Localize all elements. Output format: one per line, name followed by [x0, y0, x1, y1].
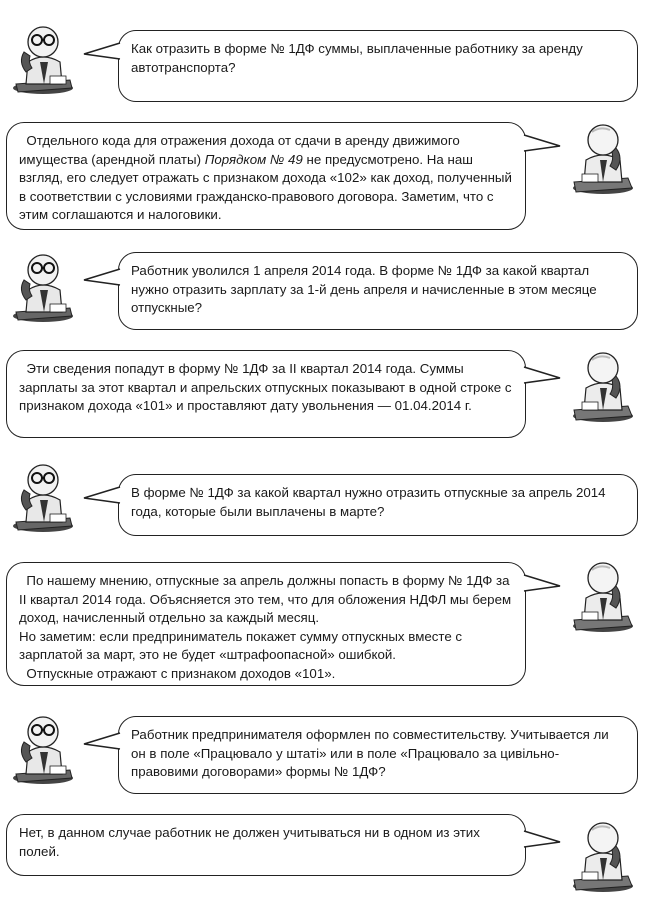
question-text: Работник предпринимателя оформлен по совместительству. Учитывается ли он в поле «Працювало у штаті» или в поле «Працювало за цивільно-правовими договорами» формы № 1ДФ? [131, 727, 609, 779]
bubble-pointer [83, 41, 123, 63]
question-text: В форме № 1ДФ за какой квартал нужно отразить отпускные за апрель 2014 года, которые были выплачены в марте? [131, 485, 606, 519]
person-phone-icon [570, 346, 636, 424]
question-text: Как отразить в форме № 1ДФ суммы, выплаченные работнику за аренду автотранспорта? [131, 41, 583, 75]
bubble-pointer [521, 829, 561, 851]
answerer-figure [570, 118, 636, 196]
answer-bubble [6, 122, 526, 230]
person-glasses-icon [10, 708, 76, 786]
answer-bubble [6, 350, 526, 438]
bubble-pointer [83, 485, 123, 507]
answer-paragraph: По нашему мнению, отпускные за апрель должны попасть в форму № 1ДФ за II квартал 2014 года. Объясняется это тем, что для обложения НДФЛ мы берем доход, начисленный отдельно за каждый месяц. [19, 573, 512, 625]
answerer-figure [570, 816, 636, 894]
asker-figure [10, 18, 76, 96]
answer-text: Эти сведения попадут в форму № 1ДФ за II квартал 2014 года. Суммы зарплаты за этот квартал и апрельских отпускных показывают в одной строке с признаком дохода «101» и проставляют дату увольнения — 01.04.2014 г. [19, 361, 512, 413]
asker-figure [10, 708, 76, 786]
answer-text: Нет, в данном случае работник не должен учитываться ни в одном из этих полей. [19, 825, 480, 859]
answer-text: Отдельного кода для отражения дохода от сдачи в аренду движимого имущества (арендной платы) Порядком № 49 не предусмотрено. На наш взгляд, его следует отражать с признаком дохода «102» как доход, полученный в соответствии с условиями гражданско-правового договора. Заметим, что с этим соглашаются и налоговики. [19, 133, 512, 222]
bubble-pointer [521, 133, 561, 155]
question-bubble [118, 30, 638, 102]
answer-bubble [6, 814, 526, 876]
bubble-pointer [83, 267, 123, 289]
person-phone-icon [570, 118, 636, 196]
asker-figure [10, 456, 76, 534]
question-bubble [118, 474, 638, 536]
answer-paragraph: Отпускные отражают с признаком доходов «101». [26, 665, 336, 681]
person-phone-icon [570, 816, 636, 894]
question-bubble [118, 716, 638, 794]
question-text: Работник уволился 1 апреля 2014 года. В форме № 1ДФ за какой квартал нужно отразить зарплату за 1-й день апреля и начисленные в этом месяце отпускные? [131, 263, 597, 315]
person-glasses-icon [10, 18, 76, 96]
answerer-figure [570, 346, 636, 424]
bubble-pointer [83, 731, 123, 753]
answer-paragraph: Но заметим: если предприниматель покажет сумму отпускных вместе с зарплатой за март, это не будет «штрафоопасной» ошибкой. [19, 628, 463, 662]
bubble-pointer [521, 365, 561, 387]
question-bubble [118, 252, 638, 330]
person-glasses-icon [10, 456, 76, 534]
bubble-pointer [521, 573, 561, 595]
answer-bubble [6, 562, 526, 686]
person-phone-icon [570, 556, 636, 634]
asker-figure [10, 246, 76, 324]
answerer-figure [570, 556, 636, 634]
person-glasses-icon [10, 246, 76, 324]
